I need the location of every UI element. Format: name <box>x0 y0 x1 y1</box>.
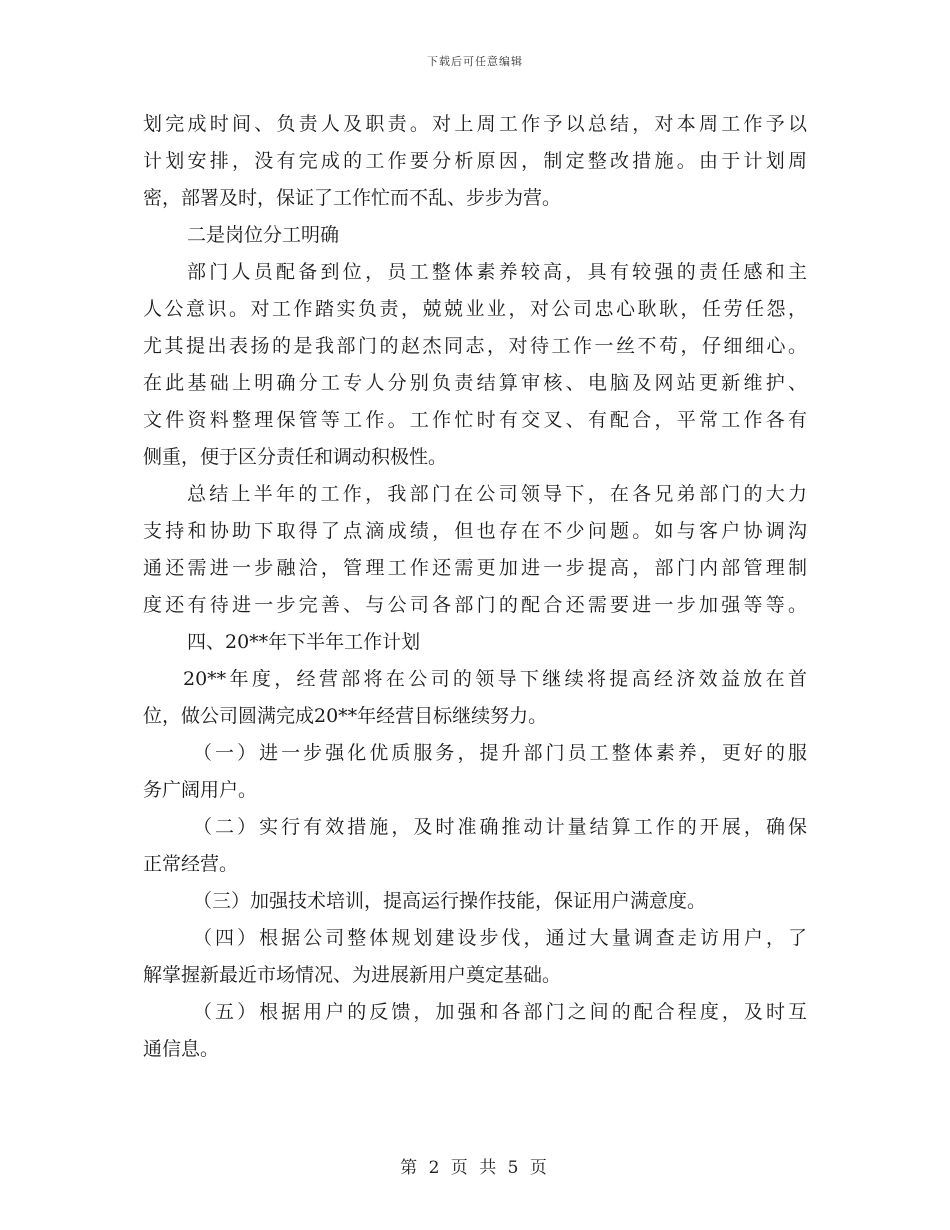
text-line: 密，部署及时，保证了工作忙而不乱、步步为营。 <box>143 187 562 209</box>
list-item: （三）加强技术培训，提高运行操作技能，保证用户满意度。 <box>193 890 707 912</box>
text-line: 总结上半年的工作，我部门在公司领导下，在各兄弟部门的大力 <box>187 483 807 505</box>
text-line: 部门人员配备到位，员工整体素养较高，具有较强的责任感和主 <box>187 261 807 283</box>
text-line: 在此基础上明确分工专人分别负责结算审核、电脑及网站更新维护、 <box>143 372 807 394</box>
list-item: （一）进一步强化优质服务，提升部门员工整体素养，更好的服 <box>193 742 807 764</box>
text-line: 20**年度，经营部将在公司的领导下继续将提高经济效益放在首 <box>183 668 807 690</box>
text-line: 位，做公司圆满完成20**年经营目标继续努力。 <box>143 705 548 727</box>
page-header: 下载后可任意编辑 <box>427 55 523 68</box>
section-heading: 二是岗位分工明确 <box>187 224 340 246</box>
text-line: 通还需进一步融洽，管理工作还需更加进一步提高，部门内部管理制 <box>143 557 807 579</box>
text-line: 尤其提出表扬的是我部门的赵杰同志，对待工作一丝不苟，仔细细心。 <box>143 335 807 357</box>
section-heading: 四、20**年下半年工作计划 <box>187 631 421 653</box>
text-line: 度还有待进一步完善、与公司各部门的配合还需要进一步加强等等。 <box>143 594 807 616</box>
list-item: （四）根据公司整体规划建设步伐，通过大量调查走访用户，了 <box>193 927 807 949</box>
text-line: 解掌握新最近市场情况、为进展新用户奠定基础。 <box>143 964 562 986</box>
text-line: 划完成时间、负责人及职责。对上周工作予以总结，对本周工作予以 <box>143 113 807 135</box>
text-line: 侧重，便于区分责任和调动积极性。 <box>143 446 448 468</box>
list-item: （二）实行有效措施，及时准确推动计量结算工作的开展，确保 <box>193 816 807 838</box>
page-number: 第 2 页 共 5 页 <box>400 1158 550 1178</box>
text-line: 人公意识。对工作踏实负责，兢兢业业，对公司忠心耿耿，任劳任怨， <box>143 298 807 320</box>
text-line: 文件资料整理保管等工作。工作忙时有交叉、有配合，平常工作各有 <box>143 409 807 431</box>
text-line: 务广阔用户。 <box>143 779 258 801</box>
text-line: 正常经营。 <box>143 853 239 875</box>
text-line: 通信息。 <box>143 1038 220 1060</box>
text-line: 支持和协助下取得了点滴成绩，但也存在不少问题。如与客户协调沟 <box>143 520 807 542</box>
text-line: 计划安排，没有完成的工作要分析原因，制定整改措施。由于计划周 <box>143 150 807 172</box>
list-item: （五）根据用户的反馈，加强和各部门之间的配合程度，及时互 <box>193 1001 807 1023</box>
document-body <box>143 106 807 1068</box>
